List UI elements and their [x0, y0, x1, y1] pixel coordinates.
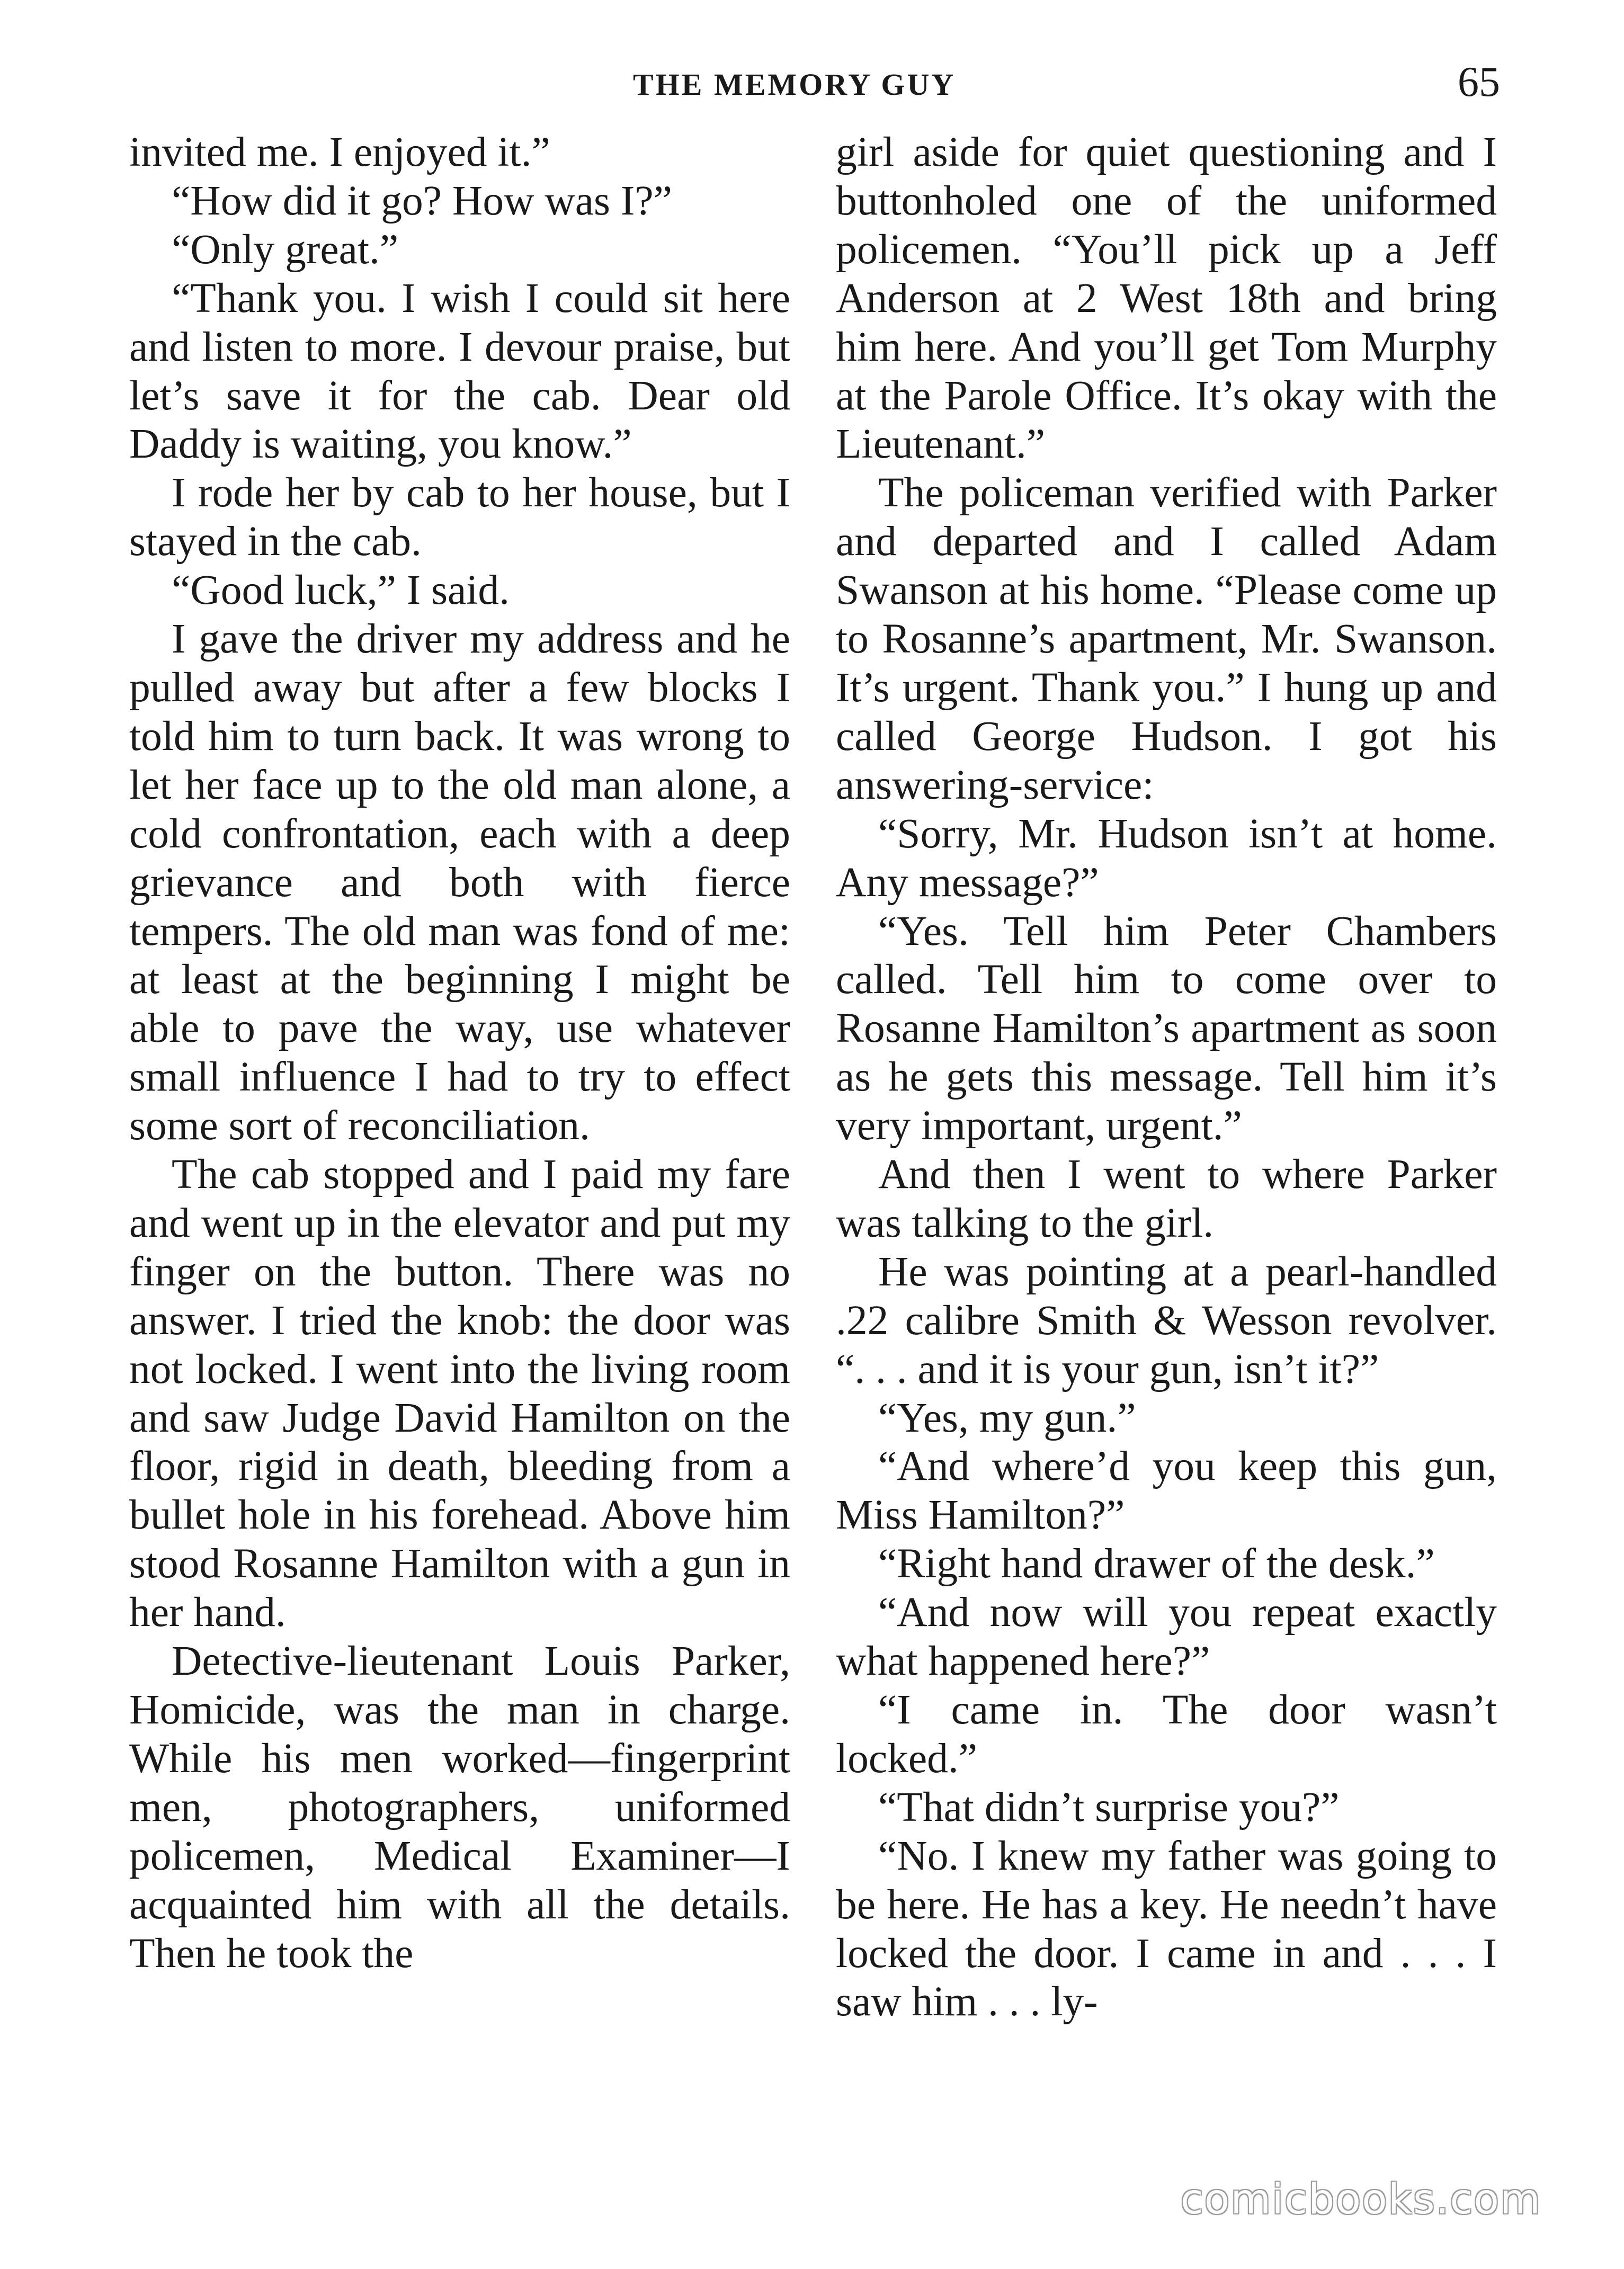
paragraph: And then I went to where Parker was talking to the girl. — [836, 1151, 1497, 1246]
paragraph: “And where’d you keep this gun, Miss Hamilton?” — [836, 1443, 1497, 1539]
paragraph: I rode her by cab to her house, but I stayed in the cab. — [129, 469, 790, 565]
paragraph: “No. I knew my father was going to be here. He has a key. He needn’t have locked the door. I came in and . . . I saw him . . . ly- — [836, 1832, 1497, 2025]
paragraph: “Good luck,” I said. — [172, 567, 510, 614]
paragraph: “I came in. The door wasn’t locked.” — [836, 1686, 1497, 1782]
running-header — [0, 59, 1624, 121]
paragraph: invited me. I enjoyed it.” — [129, 129, 550, 175]
paragraph: “Thank you. I wish I could sit here and listen to more. I devour praise, but let’s save it for the cab. Dear old Daddy is waiting, you know.” — [129, 274, 790, 468]
watermark: comicbooks.com — [1180, 2176, 1541, 2223]
running-title: THE MEMORY GUY — [633, 67, 956, 102]
paragraph: Detective-lieutenant Louis Parker, Homicide, was the man in charge. While his men worked—fingerprint men, photographers, uniformed policemen, Medical Examiner—I acquainted him with all the details. Then he took the — [129, 1638, 790, 1977]
paragraph: “How did it go? How was I?” — [172, 177, 672, 224]
paragraph: The cab stopped and I paid my fare and went up in the elevator and put my finger on the button. There was no answer. I tried the knob: the door was not locked. I went into the living room and saw Judge David Hamilton on the floor, rigid in death, bleeding from a bullet hole in his forehead. Above him stood Rosanne Hamilton with a gun in her hand. — [129, 1151, 790, 1636]
paragraph: “Only great.” — [172, 226, 399, 273]
paragraph: The policeman verified with Parker and departed and I called Adam Swanson at his home. “Please come up to Rosanne’s apartment, Mr. Swanson. It’s urgent. Thank you.” I hung up and called George Hudson. I got his answering-service: — [836, 469, 1497, 808]
left-column — [129, 128, 790, 2167]
paragraph: “And now will you repeat exactly what happened here?” — [836, 1589, 1497, 1685]
right-column — [836, 128, 1497, 2167]
paragraph: “Yes, my gun.” — [878, 1394, 1136, 1441]
page-number: 65 — [1458, 59, 1500, 105]
paragraph: “That didn’t surprise you?” — [878, 1783, 1340, 1830]
paragraph: “Right hand drawer of the desk.” — [878, 1540, 1435, 1587]
paragraph: “Yes. Tell him Peter Chambers called. Tell him to come over to Rosanne Hamilton’s apartment as soon as he gets this message. Tell him it’s very important, urgent.” — [836, 907, 1497, 1149]
paragraph: He was pointing at a pearl-handled .22 calibre Smith & Wesson revolver. “. . . and it is your gun, isn’t it?” — [836, 1248, 1497, 1392]
paragraph: “Sorry, Mr. Hudson isn’t at home. Any message?” — [836, 810, 1497, 906]
paragraph: girl aside for quiet questioning and I buttonholed one of the uniformed policemen. “You’ll pick up a Jeff Anderson at 2 West 18th and bring him here. And you’ll get Tom Murphy at the Parole Office. It’s okay with the Lieutenant.” — [836, 129, 1497, 468]
paragraph: I gave the driver my address and he pulled away but after a few blocks I told him to turn back. It was wrong to let her face up to the old man alone, a cold confrontation, each with a deep grievance and both with fierce tempers. The old man was fond of me: at least at the beginning I might be able to pave the way, use whatever small influence I had to try to effect some sort of reconciliation. — [129, 615, 790, 1149]
